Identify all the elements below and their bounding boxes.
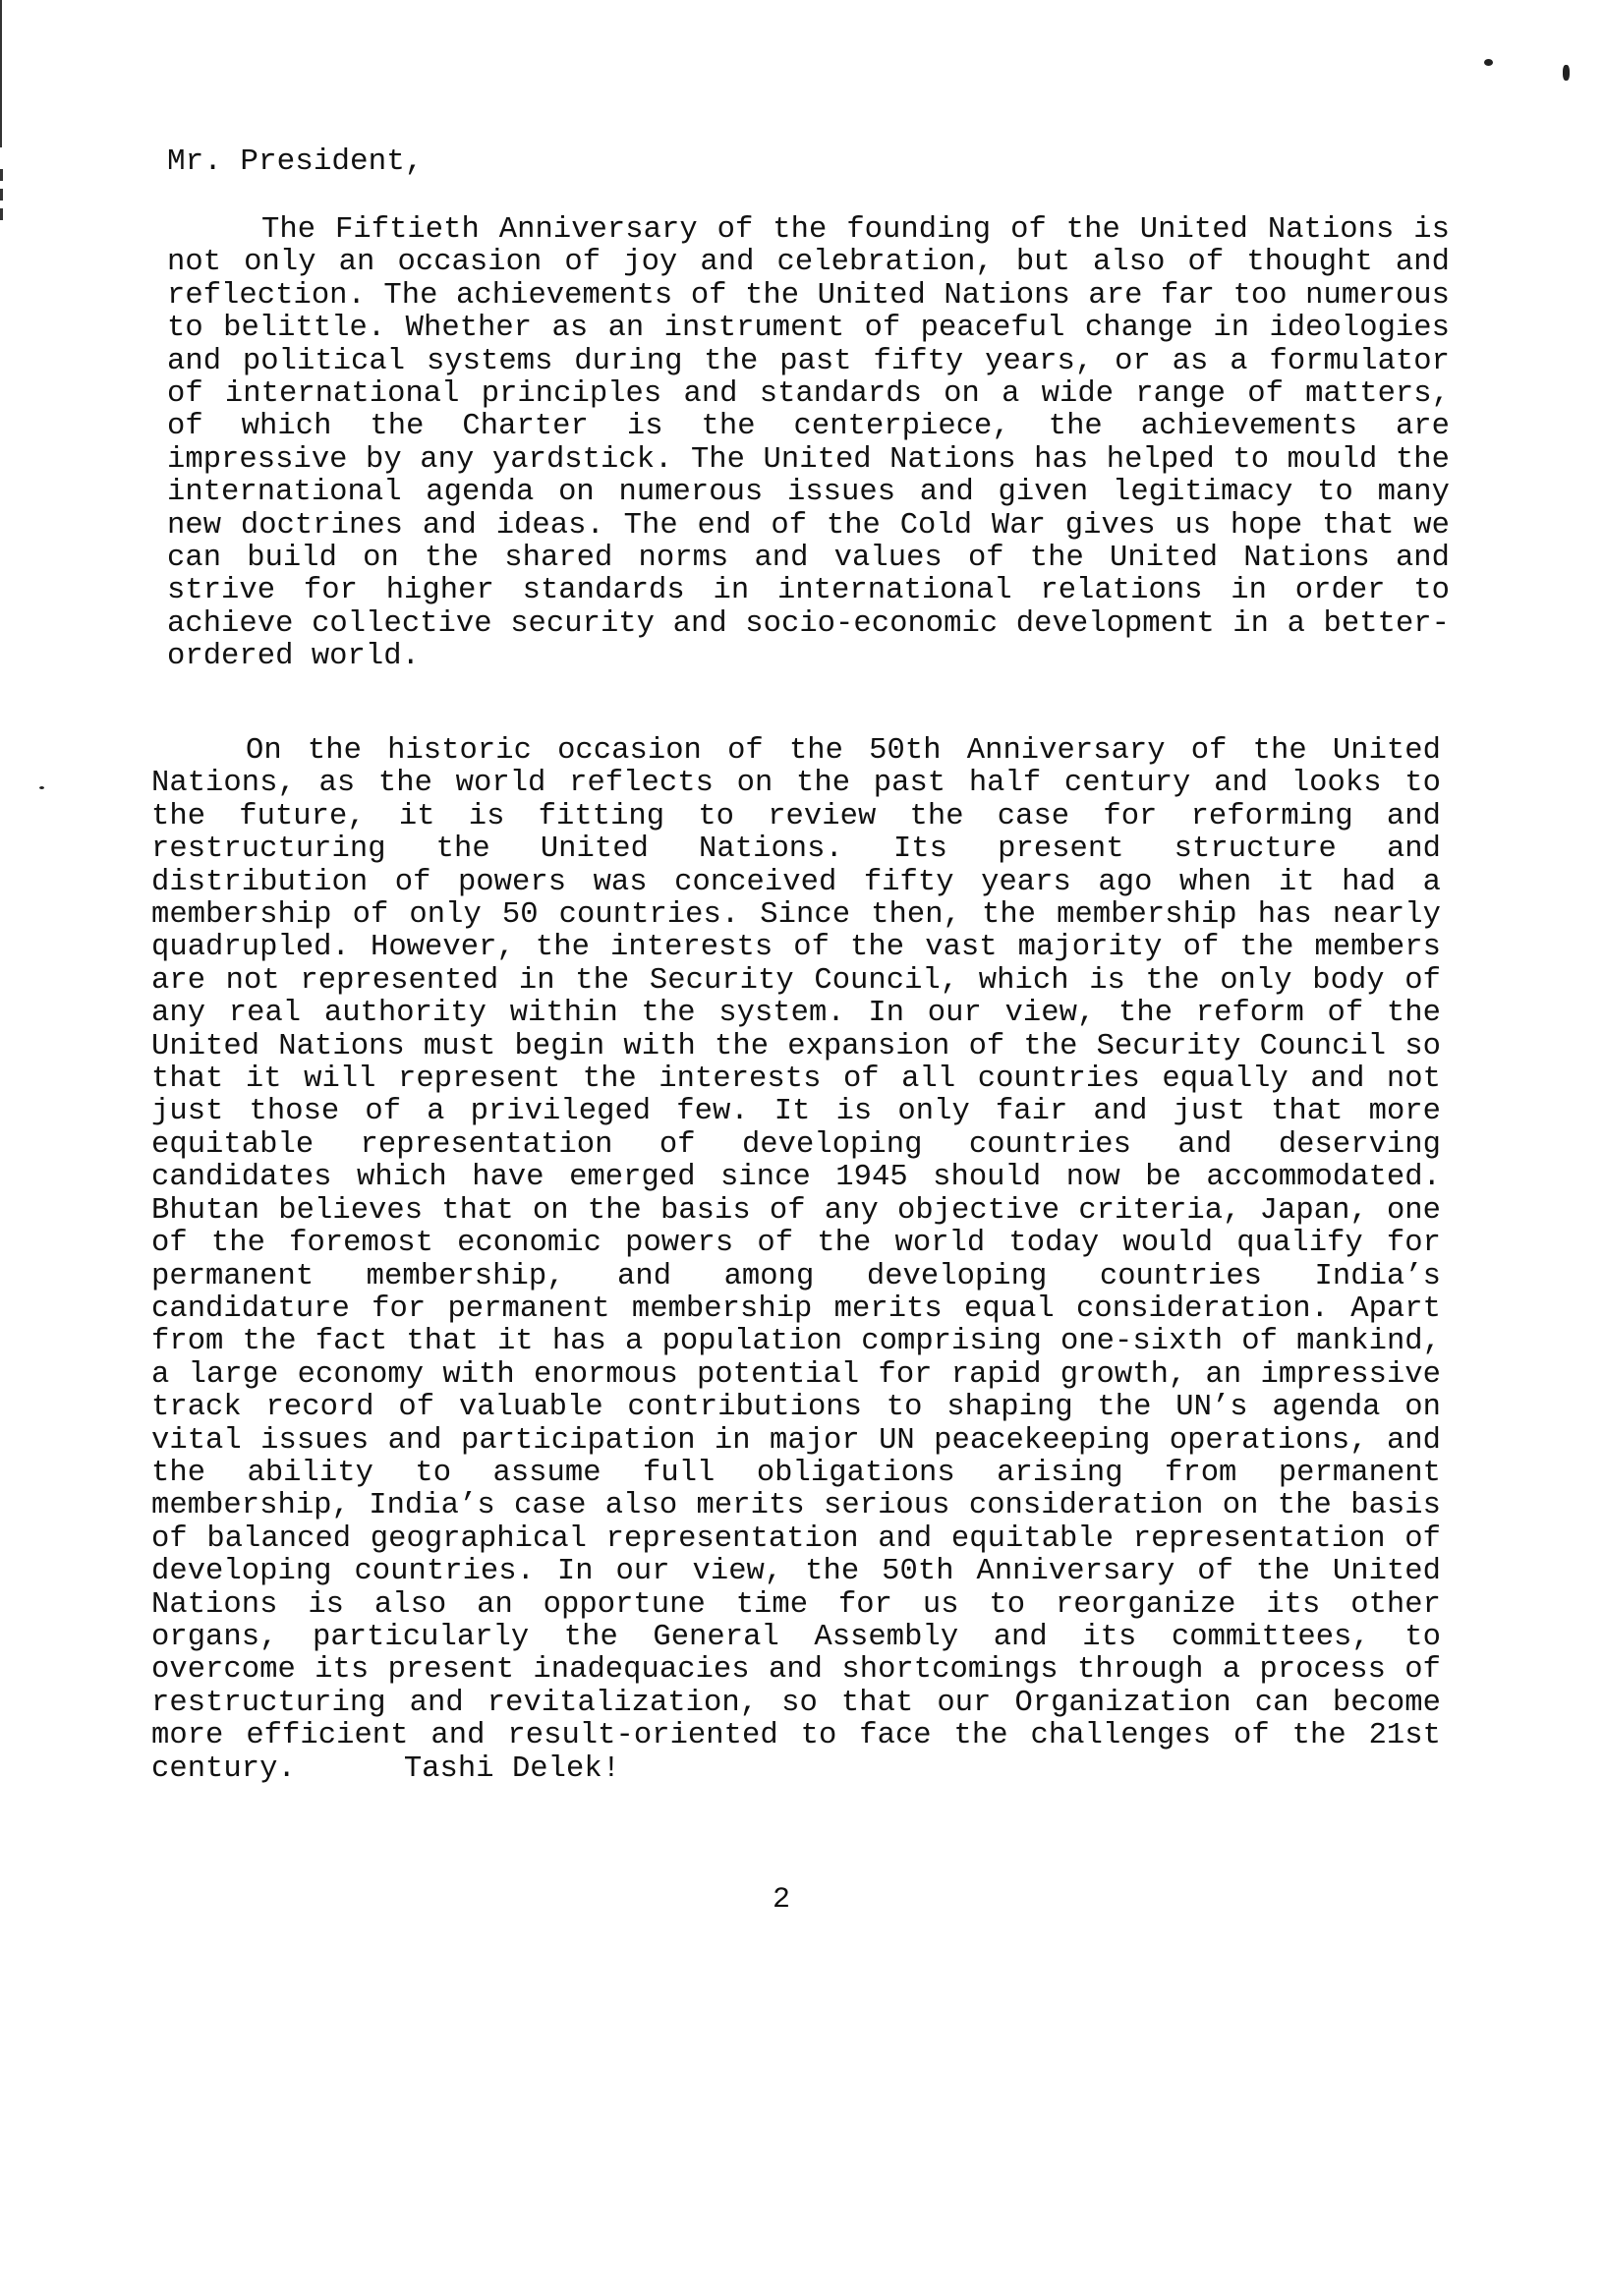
body-paragraph-text: On the historic occasion of the 50th Anniversary of the United Nations, as the world reflects on the past half century and looks to the future, it is fitting to review the case for reforming and restructuring the United Nations. Its present structure and distribution of powers was conceived fifty years ago when it had a membership of only 50 countries. Since then, the membership has nearly quadrupled. However, the interests of the vast majority of the members are not represented in the Security Council, which is the only body of any real authority within the system. In our view, the reform of the United Nations must begin with the expansion of the Security Council so that it will represent the interests of all countries equally and not just those of a privileged few. It is only fair and just that more equitable representation of developing countries and deserving candidates which have emerged since 1945 should now be accommodated. Bhutan believes that on the basis of any objective criteria, Japan, one of the foremost economic powers of the world today would qualify for permanent membership, and among developing countries India’s candidature for permanent membership merits equal consideration. Apart from the fact that it has a population comprising one-sixth of mankind, a large economy with enormous potential for rapid growth, an impressive track record of valuable contributions to shaping the UN’s agenda on vital issues and participation in major UN peacekeeping operations, and the ability to assume full obligations arising from permanent membership, India’s case also merits serious consideration on the basis of balanced geographical representation and equitable representation of developing countries. In our view, the 50th Anniversary of the United Nations is also an opportune time for us to reorganize its other organs, particularly the General Assembly and its committees, to overcome its present inadequacies and shortcomings through a process of restructuring and revitalization, so that our Organization can become more efficient and result-oriented to face the challenges of the 21st century. [151,734,1441,1786]
scan-speck [39,786,44,789]
scan-edge-mark [0,189,3,201]
scan-edge-line [0,0,2,147]
scan-edge-mark [0,208,3,220]
body-paragraph: The Fiftieth Anniversary of the founding of the United Nations is not only an occasion of joy and celebration, but also of thought and reflection. The achievements of the United Nations are far too numerous to belittle. Whether as an instrument of peaceful change in ideologies and political systems during the past fifty years, or as a formulator of international principles and standards on a wide range of matters, of which the Charter is the centerpiece, the achievements are impressive by any yardstick. The United Nations has helped to mould the international agenda on numerous issues and given legitimacy to many new doctrines and ideas. The end of the Cold War gives us hope that we can build on the shared norms and values of the United Nations and strive for higher standards in international relations in order to achieve collective security and socio-economic development in a better-ordered world. [167,213,1450,674]
closing-greeting: Tashi Delek! [403,1751,621,1786]
scan-speck [1563,65,1570,81]
scan-edge-mark [0,169,3,181]
salutation: Mr. President, [167,144,424,179]
scan-speck [1484,59,1493,66]
body-paragraph [151,735,1441,1786]
page-number: 2 [773,1883,791,1917]
